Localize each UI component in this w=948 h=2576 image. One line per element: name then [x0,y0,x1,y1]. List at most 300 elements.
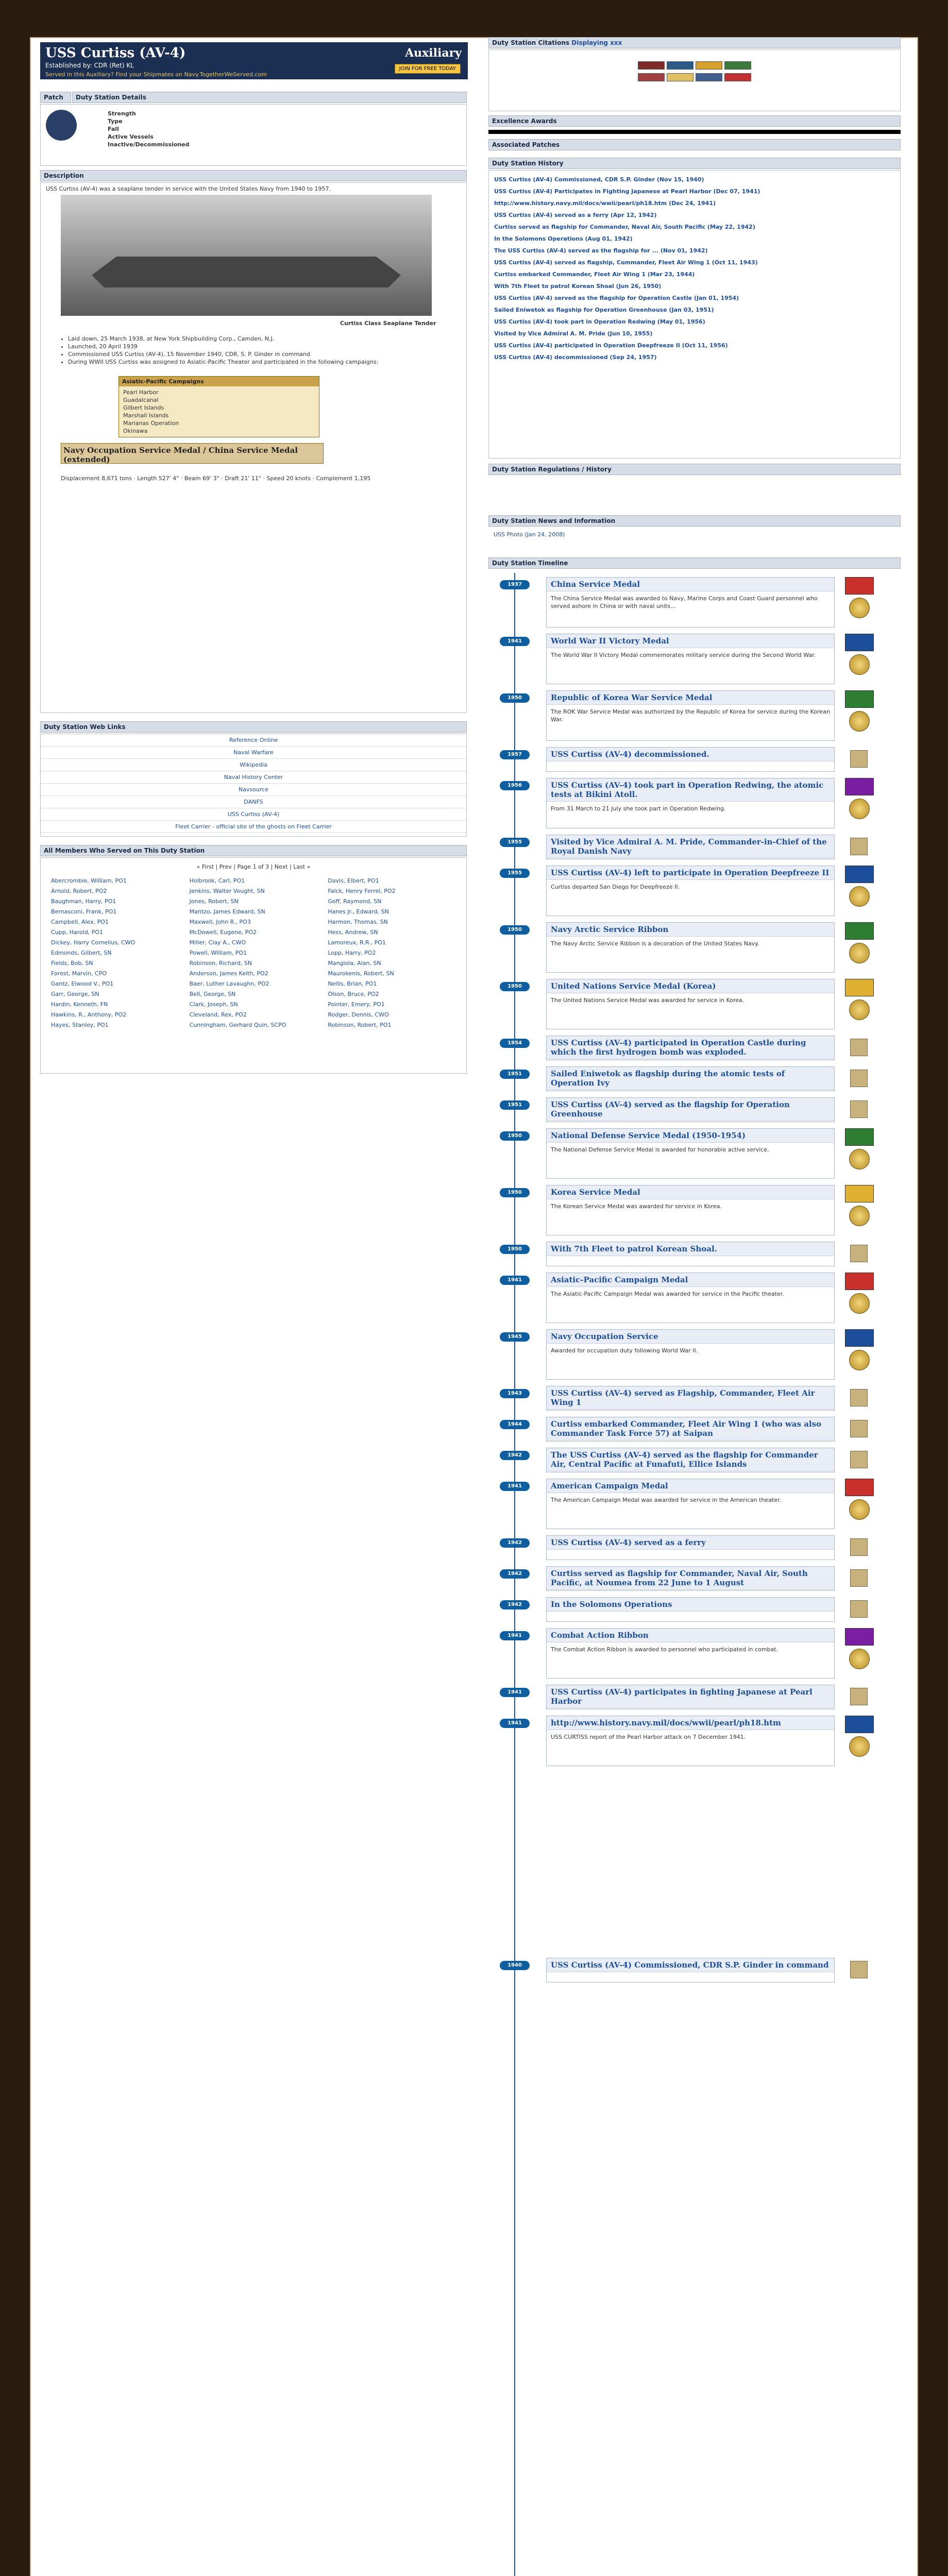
medal-ribbon [845,778,874,795]
medal-ribbon [845,577,874,595]
member-link[interactable]: Hess, Andrew, SN [328,929,378,936]
member-link[interactable]: Jenkins, Walter Vought, SN [189,888,265,894]
member-link[interactable]: Maurokenis, Robert, SN [328,970,394,977]
timeline-card [546,866,835,916]
ship-icon [850,1070,868,1087]
timeline-title[interactable]: Navy Arctic Service Ribbon [547,923,834,937]
timeline-title[interactable]: China Service Medal [547,578,834,591]
member-link[interactable]: Hayes, Stanley, PO1 [51,1022,109,1028]
member-link[interactable]: Cleveland, Rex, PO2 [189,1011,247,1018]
medal-disc [849,799,870,819]
fact-item: • During WWII USS Curtiss was assigned to Asiatic-Pacific Theater and participated in the following campaigns: [68,358,421,366]
ribbon-icon [667,73,693,81]
timeline-body: The Korean Service Medal was awarded for service in Korea. [551,1203,722,1210]
member-link[interactable]: Fields, Bob, SN [51,960,93,967]
timeline-card [546,634,835,684]
member-link[interactable]: Davis, Elbert, PO1 [328,877,379,884]
member-link[interactable]: Anderson, James Keith, PO2 [189,970,268,977]
history-item [494,188,895,195]
occupation-banner: Navy Occupation Service Medal / China Service Medal (extended) [61,443,324,464]
field-label: Inactive/Decommissioned [108,141,190,148]
web-link[interactable]: Reference Online [41,734,466,747]
timeline-year: 1955 [500,838,530,847]
history-header: Duty Station History [488,158,901,169]
medal-ribbon [845,1273,874,1290]
timeline-year: 1957 [500,750,530,759]
member-link[interactable]: Arnold, Robert, PO2 [51,888,107,894]
timeline-year: 1940 [500,1961,530,1970]
timeline-year: 1942 [500,1600,530,1609]
member-link[interactable]: Holbrook, Carl, PO1 [189,877,245,884]
timeline-title[interactable]: USS Curtiss (AV-4) served as the flagship for Operation Greenhouse [547,1098,834,1121]
history-item [494,330,895,337]
join-button[interactable]: JOIN FOR FREE TODAY [395,64,461,74]
timeline-title[interactable]: Korea Service Medal [547,1185,834,1199]
medal-icon [845,979,874,1028]
medal-disc [849,1149,870,1170]
timeline-title[interactable]: Visited by Vice Admiral A. M. Pride, Commander-in-Chief of the Royal Danish Navy [547,835,834,858]
ship-icon [850,1389,868,1406]
web-link[interactable]: USS Curtiss (AV-4) [41,808,466,821]
timeline-year: 1950 [500,1131,530,1141]
patch-icon [46,110,77,141]
member-link[interactable]: Hardin, Kenneth, FN [51,1001,108,1008]
timeline-card [546,778,835,828]
history-title[interactable]: http://www.history.navy.mil/docs/wwii/pearl/ph18.htm (Dec 24, 1941) [494,200,716,207]
medal-ribbon [845,690,874,708]
timeline-year: 1937 [500,580,530,589]
web-link[interactable]: Fleet Carrier - official site of the ghosts on Fleet Carrier [41,821,466,833]
history-item [494,235,895,243]
timeline-card [546,922,835,973]
medal-icon [845,1716,874,1765]
medal-icon [845,1185,874,1234]
ship-icon [850,1245,868,1262]
members-header: All Members Who Served on This Duty Station [40,845,467,856]
ship-caption: Curtiss Class Seaplane Tender [340,320,436,327]
ship-icon [850,1451,868,1468]
history-title[interactable]: Visited by Vice Admiral A. M. Pride (Jun 10, 1955) [494,330,653,337]
timeline-card [546,1273,835,1323]
timeline-title[interactable]: Republic of Korea War Service Medal [547,691,834,705]
ship-icon [850,1569,868,1587]
history-item [494,270,895,278]
detail-field [108,141,190,148]
medal-disc [849,1206,870,1226]
timeline-title[interactable]: Sailed Eniwetok as flagship during the atomic tests of Operation Ivy [547,1067,834,1090]
patch-header: Patch [40,92,71,103]
ribbon-icon [696,73,722,81]
timeline-title[interactable]: Curtiss embarked Commander, Fleet Air Wing 1 (who was also Commander Task Force 57) at Saipan [547,1417,834,1440]
ship-icon [850,838,868,855]
member-link[interactable]: Cupp, Harold, PO1 [51,929,103,936]
member-link[interactable]: Harmon, Thomas, SN [328,919,388,925]
member-link[interactable]: Olson, Bruce, PO2 [328,991,379,997]
timeline-card [546,1535,835,1560]
timeline-body: The ROK War Service Medal was authorized by the Republic of Korea for service during the Korean War. [551,708,830,723]
history-item [494,259,895,266]
web-link[interactable]: Wikipedia [41,759,466,771]
medal-ribbon [845,1329,874,1347]
timeline-title[interactable]: Navy Occupation Service [547,1330,834,1344]
timeline-card [546,979,835,1029]
member-link[interactable]: Abercrombie, William, PO1 [51,877,127,884]
timeline-year: 1950 [500,1188,530,1197]
web-link[interactable]: Naval History Center [41,771,466,784]
header [40,42,468,79]
ship-photo [61,195,432,316]
ship-icon [850,1600,868,1618]
ribbon-icon [696,61,722,70]
category: Auxiliary [405,46,462,60]
timeline-body: The World War II Victory Medal commemorates military service during the Second World War. [551,652,816,658]
timeline-card [546,1066,835,1091]
timeline-card [546,1242,835,1266]
medal-icon [845,866,874,915]
history-title[interactable]: USS Curtiss (AV-4) took part in Operation Redwing (May 01, 1956) [494,318,705,325]
campaign-title: Asiatic-Pacific Campaigns [119,377,319,386]
fact-item: • Launched, 20 April 1939 [68,343,421,350]
timeline-title[interactable]: United Nations Service Medal (Korea) [547,979,834,993]
patches-header: Associated Patches [488,139,901,150]
ribbon-icon [724,61,751,70]
timeline-year: 1954 [500,1039,530,1048]
detail-field [108,110,190,117]
history-title[interactable]: In the Solomons Operations (Aug 01, 1942) [494,235,633,242]
member-link[interactable]: Baer, Luther Lavaughn, PO2 [189,980,269,987]
medal-disc [849,943,870,963]
timeline-year: 1943 [500,1389,530,1398]
campaign-item: Gilbert Islands [123,404,164,411]
timeline-title[interactable]: USS Curtiss (AV-4) decommissioned. [547,748,834,761]
subtitle: Established by: CDR (Ret) KL [45,62,134,69]
member-link[interactable]: Edmonds, Gilbert, SN [51,950,112,956]
member-link[interactable]: Nellis, Brian, PO1 [328,980,377,987]
timeline-body: USS CURTISS report of the Pearl Harbor attack on 7 December 1941. [551,1734,746,1740]
history-title[interactable]: The USS Curtiss (AV-4) served as the flagship for ... (Nov 01, 1942) [494,247,708,254]
member-link[interactable]: Hawkins, R., Anthony, PO2 [51,1011,127,1018]
regulations-header: Duty Station Regulations / History [488,464,901,475]
timeline-title[interactable]: USS Curtiss (AV-4) participates in fighting Japanese at Pearl Harbor [547,1685,834,1708]
history-title[interactable]: USS Curtiss (AV-4) Participates in Fighting Japanese at Pearl Harbor (Dec 07, 1941) [494,188,760,195]
timeline-title[interactable]: USS Curtiss (AV-4) served as a ferry [547,1536,834,1550]
members-list [41,871,466,1036]
member-link[interactable]: McDowell, Eugene, PO2 [189,929,257,936]
timeline-title[interactable]: With 7th Fleet to patrol Korean Shoal. [547,1242,834,1256]
history-title[interactable]: USS Curtiss (AV-4) participated in Operation Deepfreeze II (Oct 11, 1956) [494,342,728,349]
member-link[interactable]: Gantz, Elwood V., PO1 [51,980,114,987]
medal-disc [849,654,870,675]
member-link[interactable]: Mangiola, Alan, SN [328,960,381,967]
timeline-title[interactable]: Combat Action Ribbon [547,1629,834,1642]
timeline-year: 1941 [500,1276,530,1285]
ribbon-icon [638,73,665,81]
timeline-year: 1951 [500,1100,530,1110]
ribbon-icon [638,61,665,70]
history-item [494,223,895,231]
campaign-item: Guadalcanal [123,397,159,403]
medal-disc [849,1499,870,1520]
medal-disc [849,1293,870,1314]
timeline-year: 1950 [500,693,530,703]
medal-ribbon [845,866,874,883]
ribbon-icon [724,73,751,81]
member-link[interactable]: Miller, Clay A., CWO [189,939,246,946]
timeline-body: The China Service Medal was awarded to Navy, Marine Corps and Coast Guard personnel who served ashore in China or with naval units... [551,595,818,609]
ship-icon [850,1100,868,1118]
timeline-title[interactable]: The USS Curtiss (AV-4) served as the flagship for Commander Air, Central Pacific at Funafuti, Ellice Islands [547,1448,834,1471]
timeline-year: 1942 [500,1451,530,1460]
timeline-year: 1941 [500,1631,530,1640]
campaign-item: Marshall Islands [123,412,169,419]
timeline-title[interactable]: USS Curtiss (AV-4) participated in Operation Castle during which the first hydrogen bomb was exploded. [547,1036,834,1059]
history-title[interactable]: USS Curtiss (AV-4) Commissioned, CDR S.P. Ginder (Nov 15, 1940) [494,176,704,183]
medal-ribbon [845,922,874,940]
excellence-header: Excellence Awards [488,115,901,127]
member-link[interactable]: Bernasconi, Frank, PO1 [51,908,117,915]
ship-icon [850,1688,868,1705]
campaign-item: Marianas Operation [123,420,179,427]
medal-ribbon [845,1716,874,1733]
member-link[interactable]: Jones, Robert, SN [189,898,239,905]
timeline-title[interactable]: Curtiss served as flagship for Commander, Naval Air, South Pacific, at Noumea from 22 June to 1 August [547,1567,834,1590]
history-item [494,247,895,255]
member-link[interactable]: Dickey, Harry Cornelius, CWO [51,939,136,946]
timeline-title[interactable]: National Defense Service Medal (1950-1954) [547,1129,834,1143]
campaign-item: Pearl Harbor [123,389,159,396]
member-link[interactable]: Goff, Raymond, SN [328,898,382,905]
history-item [494,176,895,183]
pager[interactable]: « First | Prev | Page 1 of 3 | Next | Last » [196,863,311,870]
timeline-card [546,1566,835,1591]
timeline-card [546,1128,835,1179]
timeline-body: The Combat Action Ribbon is awarded to personnel who participated in combat. [551,1646,778,1653]
member-link[interactable]: Garr, George, SN [51,991,99,997]
medal-icon [845,690,874,740]
history-title[interactable]: USS Curtiss (AV-4) decommissioned (Sep 24, 1957) [494,354,657,361]
timeline-year: 1941 [500,1719,530,1728]
medal-icon [845,1128,874,1178]
timeline-year: 1950 [500,925,530,935]
member-link[interactable]: Mantzo, James Edward, SN [189,908,265,915]
member-link[interactable]: Clark, Joseph, SN [189,1001,238,1008]
campaign-box [118,376,319,437]
medal-icon [845,1479,874,1528]
timeline-year: 1951 [500,1070,530,1079]
timeline-title[interactable]: In the Solomons Operations [547,1598,834,1612]
timeline-title[interactable]: USS Curtiss (AV-4) took part in Operation Redwing, the atomic tests at Bikini Atoll. [547,778,834,802]
member-link[interactable]: Bell, George, SN [189,991,236,997]
timeline-body: The United Nations Service Medal was awarded for service in Korea. [551,997,744,1004]
medal-icon [845,778,874,827]
news-link[interactable]: USS Photo (Jan 24, 2008) [494,531,565,538]
timeline-card [546,1685,835,1709]
member-link[interactable]: Robinson, Robert, PO1 [328,1022,392,1028]
timeline-card [546,577,835,628]
campaign-list [119,386,319,437]
history-title[interactable]: Sailed Eniwetok as flagship for Operation Greenhouse (Jan 03, 1951) [494,307,714,313]
timeline-year: 1942 [500,1569,530,1579]
medal-disc [849,886,870,907]
notice[interactable]: Served in this Auxiliary? Find your Shipmates on Navy.TogetherWeServed.com [45,71,267,78]
timeline-title[interactable]: USS Curtiss (AV-4) Commissioned, CDR S.P. Ginder in command [547,1958,834,1972]
field-label: Strength [108,110,136,117]
medal-icon [845,1273,874,1322]
web-link[interactable]: Naval Warfare [41,747,466,759]
web-link[interactable]: Navsource [41,784,466,796]
history-item [494,342,895,349]
timeline-title[interactable]: USS Curtiss (AV-4) left to participate in Operation Deepfreeze II [547,866,834,880]
medal-disc [849,711,870,732]
timeline-card [546,747,835,772]
timeline-card [546,835,835,859]
timeline-year: 1956 [500,781,530,790]
member-link[interactable]: Robinson, Richard, SN [189,960,252,967]
medal-disc [849,1649,870,1669]
details-header: Duty Station Details [72,92,467,103]
news-header: Duty Station News and Information [488,515,901,527]
details-box [40,104,467,166]
history-item [494,211,895,219]
member-link[interactable]: Lopp, Harry, PO2 [328,950,376,956]
timeline-body: From 31 March to 21 July she took part in Operation Redwing. [551,805,726,812]
medal-icon [845,922,874,972]
medal-ribbon [845,979,874,996]
member-link[interactable]: Cunningham, Gerhard Quin, SCPO [189,1022,286,1028]
campaign-item: Okinawa [123,428,148,434]
medal-ribbon [845,1128,874,1146]
timeline-year: 1942 [500,1538,530,1548]
history-item [494,353,895,361]
medal-icon [845,1628,874,1677]
timeline-card [546,1036,835,1060]
ribbon-icon [667,61,693,70]
field-label: Type [108,118,123,125]
timeline-title[interactable]: Asiatic-Pacific Campaign Medal [547,1273,834,1287]
field-label: Fall [108,126,119,132]
member-link[interactable]: Baughman, Harry, PO1 [51,898,116,905]
timeline-title[interactable]: American Campaign Medal [547,1479,834,1493]
medal-ribbon [845,634,874,651]
timeline-card [546,1716,835,1766]
timeline-card [546,1417,835,1442]
timeline-year: 1944 [500,1420,530,1429]
medal-ribbon [845,1628,874,1646]
medal-disc [849,999,870,1020]
ship-icon [850,1039,868,1056]
member-link[interactable]: Campbell, Alex, PO1 [51,919,109,925]
medal-icon [845,1329,874,1379]
medal-ribbon [845,1479,874,1496]
medal-disc [849,598,870,618]
timeline-year: 1950 [500,1245,530,1254]
timeline-body: The American Campaign Medal was awarded for service in the American theater. [551,1497,782,1503]
detail-field [108,117,190,125]
ribbons-box [488,49,901,111]
member-link[interactable]: Forest, Marvin, CPO [51,970,107,977]
history-item [494,199,895,207]
ship-icon [850,1538,868,1556]
timeline-body: Curtiss departed San Diego for Deepfreeze II. [551,884,680,890]
detail-field [108,125,190,133]
citations-header: Duty Station Citations Displaying xxx [488,37,901,48]
timeline-year: 1950 [500,982,530,991]
timeline-card [546,1386,835,1411]
history-list [488,170,901,459]
description-header: Description [40,170,467,181]
medal-disc [849,1736,870,1757]
timeline-year: 1955 [500,869,530,878]
timeline-body: The Navy Arctic Service Ribbon is a decoration of the United States Navy. [551,940,759,947]
history-title[interactable]: USS Curtiss (AV-4) served as a ferry (Apr 12, 1942) [494,212,657,218]
history-title[interactable]: USS Curtiss (AV-4) served as flagship, Commander, Fleet Air Wing 1 (Oct 11, 1943) [494,259,758,266]
timeline-year: 1941 [500,1482,530,1491]
fact-item: • Commissioned USS Curtiss (AV-4), 15 November 1940, CDR. S. P. Ginder in command [68,350,421,358]
member-link[interactable]: Lamoreux, R.R., PO1 [328,939,386,946]
ship-icon [850,1961,868,1978]
timeline-card [546,1185,835,1235]
page-title: USS Curtiss (AV-4) [45,45,186,61]
ship-specs: Displacement 8,671 tons · Length 527' 4" · Beam 69' 3" · Draft 21' 11" · Speed 20 knots · Complement 1,195 [61,475,371,482]
timeline-title[interactable]: USS Curtiss (AV-4) served as Flagship, Commander, Fleet Air Wing 1 [547,1386,834,1410]
divider [488,130,901,134]
medal-icon [845,634,874,683]
links-box [40,734,467,837]
timeline-card [546,1329,835,1380]
detail-field [108,133,190,141]
member-link[interactable]: Pointer, Emery, PO1 [328,1001,385,1008]
facts-list [61,335,421,366]
member-link[interactable]: Maxwell, John R., PO3 [189,919,251,925]
medal-disc [849,1350,870,1370]
timeline-card [546,1097,835,1122]
web-link[interactable]: DANFS [41,796,466,808]
history-item [494,282,895,290]
history-title[interactable]: With 7th Fleet to patrol Korean Shoal (Jun 26, 1950) [494,283,662,290]
timeline-card [546,1448,835,1472]
field-label: Active Vessels [108,133,154,140]
history-title[interactable]: Curtiss embarked Commander, Fleet Air Wing 1 (Mar 23, 1944) [494,271,695,278]
ship-icon [850,1420,868,1437]
timeline-header: Duty Station Timeline [488,557,901,569]
timeline-year: 1941 [500,637,530,646]
history-item [494,294,895,302]
description-text: USS Curtiss (AV-4) was a seaplane tender in service with the United States Navy from 1940 to 1957. [46,185,331,192]
timeline-body: The Asiatic-Pacific Campaign Medal was awarded for service in the Pacific theater. [551,1291,784,1297]
history-item [494,318,895,326]
timeline-title[interactable]: http://www.history.navy.mil/docs/wwii/pearl/ph18.htm [547,1716,834,1730]
history-title[interactable]: Curtiss served as flagship for Commander, Naval Air, South Pacific (May 22, 1942) [494,224,755,230]
timeline-title[interactable]: World War II Victory Medal [547,634,834,648]
member-link[interactable]: Powell, William, PO1 [189,950,247,956]
history-title[interactable]: USS Curtiss (AV-4) served as the flagship for Operation Castle (Jan 01, 1954) [494,295,739,301]
timeline-card [546,1628,835,1679]
timeline-body: Awarded for occupation duty following World War II. [551,1347,698,1354]
medal-ribbon [845,1185,874,1202]
history-item [494,306,895,314]
member-link[interactable]: Hanes Jr., Edward, SN [328,908,389,915]
timeline-card [546,1479,835,1529]
timeline-body: The National Defense Service Medal is awarded for honorable active service. [551,1146,769,1153]
member-link[interactable]: Rodger, Dennis, CWO [328,1011,389,1018]
timeline-card [546,690,835,741]
medal-icon [845,577,874,626]
timeline-year: 1941 [500,1688,530,1697]
timeline-card [546,1958,835,1982]
links-header: Duty Station Web Links [40,721,467,733]
fact-item: • Laid down, 25 March 1938, at New York Shipbuilding Corp., Camden, N.J. [68,335,421,343]
member-link[interactable]: Falck, Henry Ferrel, PO2 [328,888,396,894]
